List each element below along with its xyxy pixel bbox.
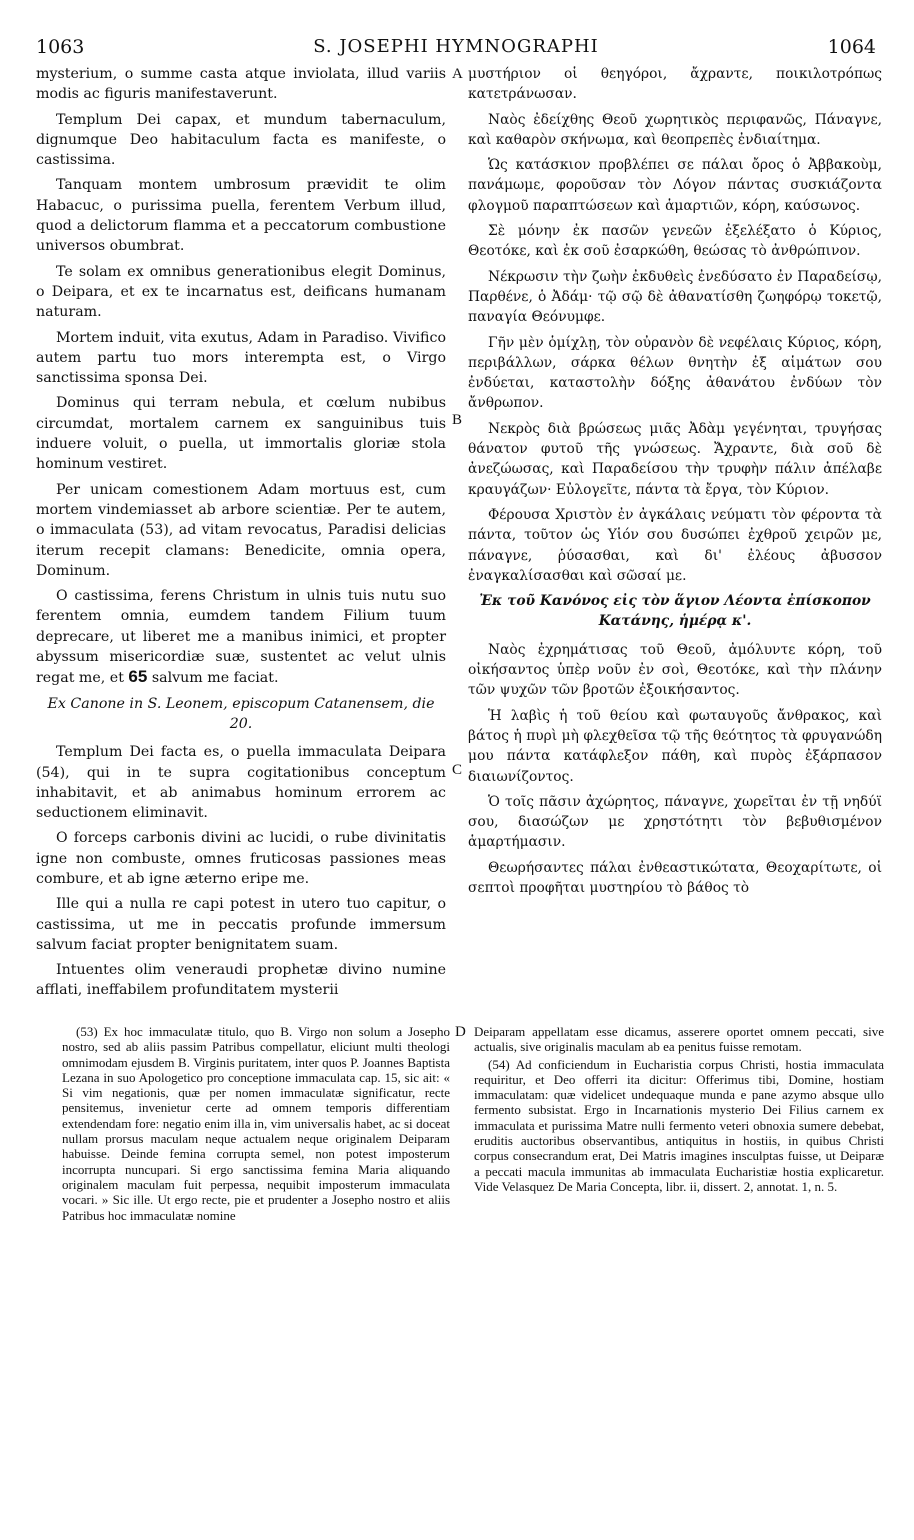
greek-paragraph: Θεωρήσαντες πάλαι ἐνθεαστικώτατα, Θεοχαρίτωτε, οἱ σεπτοὶ προφῆται μυστηρίου τὸ βάθος τὸ — [468, 859, 882, 896]
latin-paragraph-end: salvum me faciat. — [151, 670, 279, 687]
footnote-53-continued: Deiparam appellatam esse dicamus, asserere oportet omnem peccati, sive actualis, sive originalis maculam ab ea penitus fuisse remotam. — [474, 1024, 884, 1055]
greek-paragraph: Ὡς κατάσκιον προβλέπει σε πάλαι ὄρος ὁ Ἀββακοὺμ, πανάμωμε, φοροῦσαν τὸν Λόγον πάντας συσκιάζοντα φλογμοῦ παραπτώσεων καὶ ἁμαρτιῶν, κόρη, καύσωνος. — [468, 157, 882, 214]
greek-paragraph: Φέρουσα Χριστὸν ἐν ἀγκάλαις νεύματι τὸν φέροντα τὰ πάντα, τοῦτον ὡς Υἱόν σου δυσώπει ἐχθροῦ χειρῶν με, πάναγνε, ῥύσασθαι, καὶ δι' ἐλέους ἀβυσσον ἐναγκαλίσασθαι καὶ σῶσαί με. — [468, 506, 882, 584]
latin-paragraph: Intuentes olim veneraudi prophetæ divino numine afflati, ineffabilem profunditatem mysterii — [36, 962, 446, 999]
margin-marker-d: D — [455, 1024, 466, 1040]
greek-paragraph: Ναὸς ἐδείχθης Θεοῦ χωρητικὸς περιφανῶς, Πάναγνε, καὶ καθαρὸν σκήνωμα, καὶ θεοπρεπὲς ἐνδιαίτημα. — [468, 111, 882, 148]
latin-paragraph — [36, 586, 446, 688]
footnote-53: (53) Ex hoc immaculatæ titulo, quo B. Virgo non solum a Josepho nostro, sed ab aliis passim Patribus compellatur, eliciunt multi theologi omnimodam ejusdem B. Virginis puritatem, inter quos P. Joannes Baptista Lezana in suo Apologetico pro conceptione immaculata cap. 15, sic ait: « Si vim negationis, quæ per nomen immaculatæ significatur, recte pensitemus, invenietur certe ad omnem temporis differentiam extendendam fore: negatio enim illa in, vim universalis habet, ac si doceat nullam prorsus maculam neque actualem neque originalem Deiparam habuisse. Deinde femina corrupta semel, non potest imposterum incorrupta nuncupari. Si ergo sanctissima femina Maria aliquando originalem maculam fuit perpessa, nequibit imposterum immaculata vocari. » Sic ille. Ut ergo recte, pie et prudenter a Josepho nostro et aliis Patribus hoc immaculatæ nomine — [62, 1024, 450, 1223]
latin-paragraph: O forceps carbonis divini ac lucidi, o rube divinitatis igne non combuste, omnes fruticosas passiones meas combure, et ab igne æterno eripe me. — [36, 830, 446, 887]
page-number-left: 1063 — [36, 36, 85, 58]
latin-paragraph: Mortem induit, vita exutus, Adam in Paradiso. Vivifico autem partu tuo mors interempta est, o Virgo sanctissima sponsa Dei. — [36, 329, 446, 387]
page-number-right: 1064 — [827, 36, 876, 58]
latin-paragraph-text: O castissima, ferens Christum in ulnis tuis nutu suo ferentem omnia, eumdem tandem Filium tuum deprecare, ut liberet me a manibus inimici, et propter abyssum misericordiæ suæ, sustentet ac velut ulnis regat me, et — [36, 588, 446, 687]
greek-column — [468, 64, 882, 903]
latin-paragraph: Dominus qui terram nebula, et cœlum nubibus circumdat, mortalem carnem ex sanguinibus tuis induere voluit, o puella, ut immortalis gloriæ stola hominum vestiret. — [36, 395, 446, 473]
latin-paragraph: Templum Dei capax, et mundum tabernaculum, dignumque Deo habitaculum facta es manifeste, o castissima. — [36, 111, 446, 169]
latin-column — [36, 64, 446, 1006]
footnotes-left — [62, 1024, 450, 1225]
greek-paragraph: Ὁ τοῖς πᾶσιν ἀχώρητος, πάναγνε, χωρεῖται ἐν τῇ νηδύϊ σου, διασώζων με χρηστότητι τὸν βεβυθισμένον ἁμαρτήμασιν. — [468, 793, 882, 851]
greek-paragraph: Ναὸς ἐχρημάτισας τοῦ Θεοῦ, ἀμόλυντε κόρη, τοῦ οἰκήσαντος ὑπὲρ νοῦν ἐν σοὶ, Θεοτόκε, καὶ τὴν πλάνην τῶν ψυχῶν τῶν βροτῶν ἐξοικήσαντος. — [468, 641, 882, 699]
greek-paragraph: Σὲ μόνην ἐκ πασῶν γενεῶν ἐξελέξατο ὁ Κύριος, Θεοτόκε, καὶ ἐκ σοῦ ἐσαρκώθη, θεώσας τὸ ἀνθρώπινον. — [468, 223, 882, 260]
margin-marker-b: B — [452, 412, 463, 428]
footnotes-right — [474, 1024, 884, 1196]
greek-paragraph: Νέκρωσιν τὴν ζωὴν ἐκδυθεὶς ἐνεδύσατο ἐν Παραδείσῳ, Παρθένε, ὁ Ἀδάμ· τῷ σῷ δὲ ἀθανατίσθη ζωηφόρῳ τοκετῷ, παναγία Θεόνυμφε. — [468, 268, 882, 326]
latin-paragraph: mysterium, o summe casta atque inviolata, illud variis modis ac figuris manifestaverunt. — [36, 66, 446, 103]
greek-paragraph: Ἡ λαβὶς ἡ τοῦ θείου καὶ φωταυγοῦς ἄνθρακος, καὶ βάτος ἡ πυρὶ μὴ φλεχθεῖσα τῷ τῆς θεότητος τὰ φρυγανώδη μου πάντα κατάφλεξον πάθη, καὶ πυρὸς ἐξάρπασον διαιωνίζοντος. — [468, 707, 882, 785]
greek-paragraph: Νεκρὸς διὰ βρώσεως μιᾶς Ἀδὰμ γεγένηται, τρυγήσας θάνατον φυτοῦ τῆς γνώσεως. Ἄχραντε, διὰ σοῦ δὲ ἀνεζώωσας, καὶ Παραδείσου τὴν τρυφὴν πάλιν ἀπέλαβε κραυγάζων· Εὐλογεῖτε, πάντα τὰ ἔργα, τὸν Κύριον. — [468, 420, 882, 498]
column-number: 65 — [128, 667, 148, 687]
latin-paragraph: Ille qui a nulla re capi potest in utero tuo capitur, o castissima, ut me in peccatis profunde immersum salvum faciat propter benignitatem suam. — [36, 896, 446, 953]
margin-marker-c: C — [452, 762, 463, 778]
page-header — [36, 36, 876, 66]
greek-paragraph: Γῆν μὲν ὁμίχλῃ, τὸν οὐρανὸν δὲ νεφέλαις Κύριος, κόρη, περιβάλλων, σάρκα θέλων θνητὴν ἐξ αἱμάτων σου ἐνδύεται, καταστολὴν δόξης ἀθανάτου ἐνδύων τὸν ἄνθρωπον. — [468, 334, 882, 412]
latin-paragraph: Templum Dei facta es, o puella immaculata Deipara (54), qui in te supra cogitationibus conceptum inhabitavit, et ab animabus hominum errorem ac seductionem eliminavit. — [36, 744, 446, 822]
latin-paragraph: Te solam ex omnibus generationibus elegit Dominus, o Deipara, et ex te incarnatus est, deificans humanam naturam. — [36, 263, 446, 321]
greek-section-heading: Ἐκ τοῦ Κανόνος εἰς τὸν ἅγιον Λέοντα ἐπίσκοπον Κατάνης, ἡμέρᾳ κ'. — [479, 593, 871, 630]
latin-section-heading: Ex Canone in S. Leonem, episcopum Catanensem, die 20. — [47, 695, 435, 732]
latin-paragraph: Per unicam comestionem Adam mortuus est, cum mortem vindemiasset ab arbore scientiæ. Per te autem, o immaculata (53), ad vitam revocatus, Paradisi delicias iterum recepit clamans: Benedicite, omnia opera, Dominum. — [36, 481, 446, 579]
greek-paragraph: μυστήριον οἱ θεηγόροι, ἄχραντε, ποικιλοτρόπως κατετράνωσαν. — [468, 66, 882, 103]
footnote-54: (54) Ad conficiendum in Eucharistia corpus Christi, hostia immaculata requiritur, et Deo offerri ita dicitur: Offerimus tibi, Domine, hostiam immaculatam: quæ videlicet undequaque munda e pane azymo absque ullo fermento subsistat. Ergo in Incarnationis mysterio Dei Filius carnem ex immaculata et purissima Matre nulli fermento veteri obnoxia sumere debebat, eruditis auctoribus observantibus, antiquitus in hostiis, in quibus Christi corpus consecrandum erat, Dei Matris imagines insculptas fuisse, ut Deiparæ a peccati macula immunitas ab immaculata Eucharistiæ hostia explicaretur. Vide Velasquez De Maria Concepta, libr. ii, dissert. 2, annotat. 1, n. 5. — [474, 1056, 884, 1194]
margin-marker-a: A — [452, 66, 463, 82]
latin-paragraph: Tanquam montem umbrosum prævidit te olim Habacuc, o purissima puella, ferentem Verbum illud, quod a delictorum flamma et a peccatorum combustione universos obumbrat. — [36, 177, 446, 255]
running-title: S. JOSEPHI HYMNOGRAPHI — [313, 36, 599, 57]
